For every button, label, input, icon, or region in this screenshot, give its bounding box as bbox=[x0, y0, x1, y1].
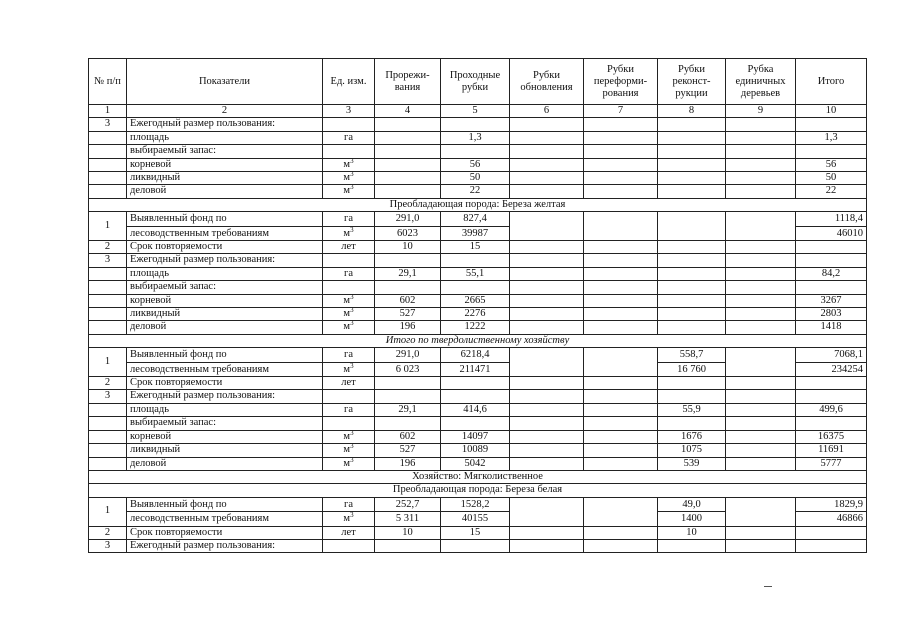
scan-mark bbox=[764, 586, 772, 587]
value-cell: 10 bbox=[375, 526, 441, 539]
row-label: Ежегодный размер пользования: bbox=[127, 539, 323, 552]
col-number: 2 bbox=[127, 105, 323, 118]
table-row bbox=[89, 241, 867, 254]
row-label: Срок повторяемости bbox=[127, 526, 323, 539]
row-label: Ежегодный размер пользования: bbox=[127, 390, 323, 403]
table-row bbox=[89, 212, 867, 241]
table-row bbox=[89, 390, 867, 403]
unit-cell: га $м^3$ bbox=[323, 497, 375, 526]
table-row bbox=[89, 417, 867, 430]
value-cell: 1418 bbox=[796, 321, 867, 334]
row-label: деловой bbox=[127, 321, 323, 334]
value-cell: 14097 bbox=[441, 430, 510, 443]
row-label: площадь bbox=[127, 267, 323, 280]
row-number: 3 bbox=[89, 118, 127, 131]
value-cell: 1118,4 46010 bbox=[796, 212, 867, 241]
header-single: Рубка единичных деревьев bbox=[726, 59, 796, 105]
header-row bbox=[89, 59, 867, 105]
col-number: 10 bbox=[796, 105, 867, 118]
value-cell: 16375 bbox=[796, 430, 867, 443]
unit-cell: $м^3$ bbox=[323, 430, 375, 443]
value-cell: 1829,9 46866 bbox=[796, 497, 867, 526]
value-cell: 56 bbox=[441, 158, 510, 171]
value-cell: 2803 bbox=[796, 308, 867, 321]
row-label: Ежегодный размер пользования: bbox=[127, 118, 323, 131]
col-number: 7 bbox=[584, 105, 658, 118]
value-cell: 84,2 bbox=[796, 267, 867, 280]
header-num: № п/п bbox=[89, 59, 127, 105]
table-row bbox=[89, 321, 867, 334]
value-cell: 56 bbox=[796, 158, 867, 171]
table-row bbox=[89, 539, 867, 552]
table-row bbox=[89, 444, 867, 457]
row-label: ликвидный bbox=[127, 444, 323, 457]
row-number: 2 bbox=[89, 526, 127, 539]
value-cell: 22 bbox=[796, 185, 867, 198]
value-cell: 291,0 6023 bbox=[375, 212, 441, 241]
table-row bbox=[89, 118, 867, 131]
col-number: 1 bbox=[89, 105, 127, 118]
value-cell: 7068,1 234254 bbox=[796, 348, 867, 377]
row-label: Срок повторяемости bbox=[127, 377, 323, 390]
unit-cell: га bbox=[323, 403, 375, 416]
table-row bbox=[89, 403, 867, 416]
value-cell: 539 bbox=[658, 457, 726, 470]
unit-cell: $м^3$ bbox=[323, 444, 375, 457]
unit-cell: $м^3$ bbox=[323, 308, 375, 321]
row-label: Выявленный фонд по лесоводственным требованиям bbox=[127, 348, 323, 377]
value-cell: 2665 bbox=[441, 294, 510, 307]
unit-cell: лет bbox=[323, 241, 375, 254]
value-cell: 5042 bbox=[441, 457, 510, 470]
value-cell: 49,0 1400 bbox=[658, 497, 726, 526]
table-row bbox=[89, 497, 867, 526]
value-cell: 1222 bbox=[441, 321, 510, 334]
row-label: ликвидный bbox=[127, 308, 323, 321]
row-number: 1 bbox=[89, 212, 127, 241]
col-number: 8 bbox=[658, 105, 726, 118]
row-label: ликвидный bbox=[127, 172, 323, 185]
section-title: Преобладающая порода: Береза желтая bbox=[89, 198, 867, 211]
section-title-row bbox=[89, 334, 867, 347]
table-row bbox=[89, 457, 867, 470]
row-label: Выявленный фонд по лесоводственным требованиям bbox=[127, 212, 323, 241]
value-cell: 1676 bbox=[658, 430, 726, 443]
value-cell: 15 bbox=[441, 526, 510, 539]
row-number: 3 bbox=[89, 390, 127, 403]
row-number: 1 bbox=[89, 497, 127, 526]
unit-cell: га bbox=[323, 267, 375, 280]
row-label: выбираемый запас: bbox=[127, 417, 323, 430]
table-row bbox=[89, 281, 867, 294]
table-row bbox=[89, 294, 867, 307]
unit-cell: га $м^3$ bbox=[323, 348, 375, 377]
table-row bbox=[89, 145, 867, 158]
row-number: 3 bbox=[89, 254, 127, 267]
row-label: деловой bbox=[127, 457, 323, 470]
value-cell: 1,3 bbox=[796, 131, 867, 144]
table-row bbox=[89, 377, 867, 390]
value-cell: 499,6 bbox=[796, 403, 867, 416]
header-reconstr: Рубки реконст-рукции bbox=[658, 59, 726, 105]
header-total: Итого bbox=[796, 59, 867, 105]
value-cell: 50 bbox=[441, 172, 510, 185]
header-unit: Ед. изм. bbox=[323, 59, 375, 105]
value-cell: 827,4 39987 bbox=[441, 212, 510, 241]
value-cell: 11691 bbox=[796, 444, 867, 457]
value-cell: 558,7 16 760 bbox=[658, 348, 726, 377]
section-title-row bbox=[89, 484, 867, 497]
value-cell: 15 bbox=[441, 241, 510, 254]
row-label: площадь bbox=[127, 131, 323, 144]
unit-cell: га bbox=[323, 131, 375, 144]
value-cell: 602 bbox=[375, 430, 441, 443]
row-label: выбираемый запас: bbox=[127, 145, 323, 158]
value-cell: 55,9 bbox=[658, 403, 726, 416]
row-label: Ежегодный размер пользования: bbox=[127, 254, 323, 267]
row-label: деловой bbox=[127, 185, 323, 198]
table-row bbox=[89, 131, 867, 144]
value-cell: 1,3 bbox=[441, 131, 510, 144]
header-passage: Проходные рубки bbox=[441, 59, 510, 105]
table-row bbox=[89, 172, 867, 185]
value-cell: 29,1 bbox=[375, 267, 441, 280]
col-number: 5 bbox=[441, 105, 510, 118]
row-number: 3 bbox=[89, 539, 127, 552]
forestry-table bbox=[88, 58, 867, 553]
header-reform: Рубки переформи-рования bbox=[584, 59, 658, 105]
section-title-row bbox=[89, 198, 867, 211]
value-cell: 55,1 bbox=[441, 267, 510, 280]
value-cell: 527 bbox=[375, 308, 441, 321]
section-title: Хозяйство: Мягколиственное bbox=[89, 470, 867, 483]
unit-cell: $м^3$ bbox=[323, 185, 375, 198]
col-number: 6 bbox=[510, 105, 584, 118]
value-cell: 5777 bbox=[796, 457, 867, 470]
value-cell: 196 bbox=[375, 457, 441, 470]
row-label: корневой bbox=[127, 294, 323, 307]
value-cell: 22 bbox=[441, 185, 510, 198]
table-row bbox=[89, 526, 867, 539]
unit-cell: га $м^3$ bbox=[323, 212, 375, 241]
unit-cell: $м^3$ bbox=[323, 158, 375, 171]
table-row bbox=[89, 430, 867, 443]
row-label: корневой bbox=[127, 430, 323, 443]
value-cell: 10 bbox=[658, 526, 726, 539]
value-cell: 10 bbox=[375, 241, 441, 254]
value-cell: 29,1 bbox=[375, 403, 441, 416]
section-title-row bbox=[89, 470, 867, 483]
section-title: Преобладающая порода: Береза белая bbox=[89, 484, 867, 497]
value-cell: 1528,2 40155 bbox=[441, 497, 510, 526]
table-row bbox=[89, 158, 867, 171]
row-label: Срок повторяемости bbox=[127, 241, 323, 254]
row-label: корневой bbox=[127, 158, 323, 171]
unit-cell: $м^3$ bbox=[323, 172, 375, 185]
value-cell: 252,7 5 311 bbox=[375, 497, 441, 526]
section-title: Итого по твердолиственному хозяйству bbox=[89, 334, 867, 347]
row-label: площадь bbox=[127, 403, 323, 416]
table-row bbox=[89, 185, 867, 198]
table-row bbox=[89, 308, 867, 321]
value-cell: 414,6 bbox=[441, 403, 510, 416]
unit-cell: $м^3$ bbox=[323, 294, 375, 307]
header-thinning: Прорежи-вания bbox=[375, 59, 441, 105]
row-label: выбираемый запас: bbox=[127, 281, 323, 294]
column-number-row bbox=[89, 105, 867, 118]
value-cell: 527 bbox=[375, 444, 441, 457]
table-row bbox=[89, 254, 867, 267]
value-cell: 602 bbox=[375, 294, 441, 307]
unit-cell: $м^3$ bbox=[323, 321, 375, 334]
value-cell: 291,0 6 023 bbox=[375, 348, 441, 377]
row-label: Выявленный фонд по лесоводственным требованиям bbox=[127, 497, 323, 526]
col-number: 3 bbox=[323, 105, 375, 118]
row-number: 1 bbox=[89, 348, 127, 377]
col-number: 9 bbox=[726, 105, 796, 118]
unit-cell: лет bbox=[323, 377, 375, 390]
unit-cell: лет bbox=[323, 526, 375, 539]
value-cell: 196 bbox=[375, 321, 441, 334]
header-renewal: Рубки обновления bbox=[510, 59, 584, 105]
row-number: 2 bbox=[89, 377, 127, 390]
row-number: 2 bbox=[89, 241, 127, 254]
header-indicator: Показатели bbox=[127, 59, 323, 105]
table-row bbox=[89, 267, 867, 280]
value-cell: 50 bbox=[796, 172, 867, 185]
unit-cell: $м^3$ bbox=[323, 457, 375, 470]
table-row bbox=[89, 348, 867, 377]
col-number: 4 bbox=[375, 105, 441, 118]
value-cell: 10089 bbox=[441, 444, 510, 457]
value-cell: 2276 bbox=[441, 308, 510, 321]
value-cell: 1075 bbox=[658, 444, 726, 457]
value-cell: 6218,4 211471 bbox=[441, 348, 510, 377]
value-cell: 3267 bbox=[796, 294, 867, 307]
